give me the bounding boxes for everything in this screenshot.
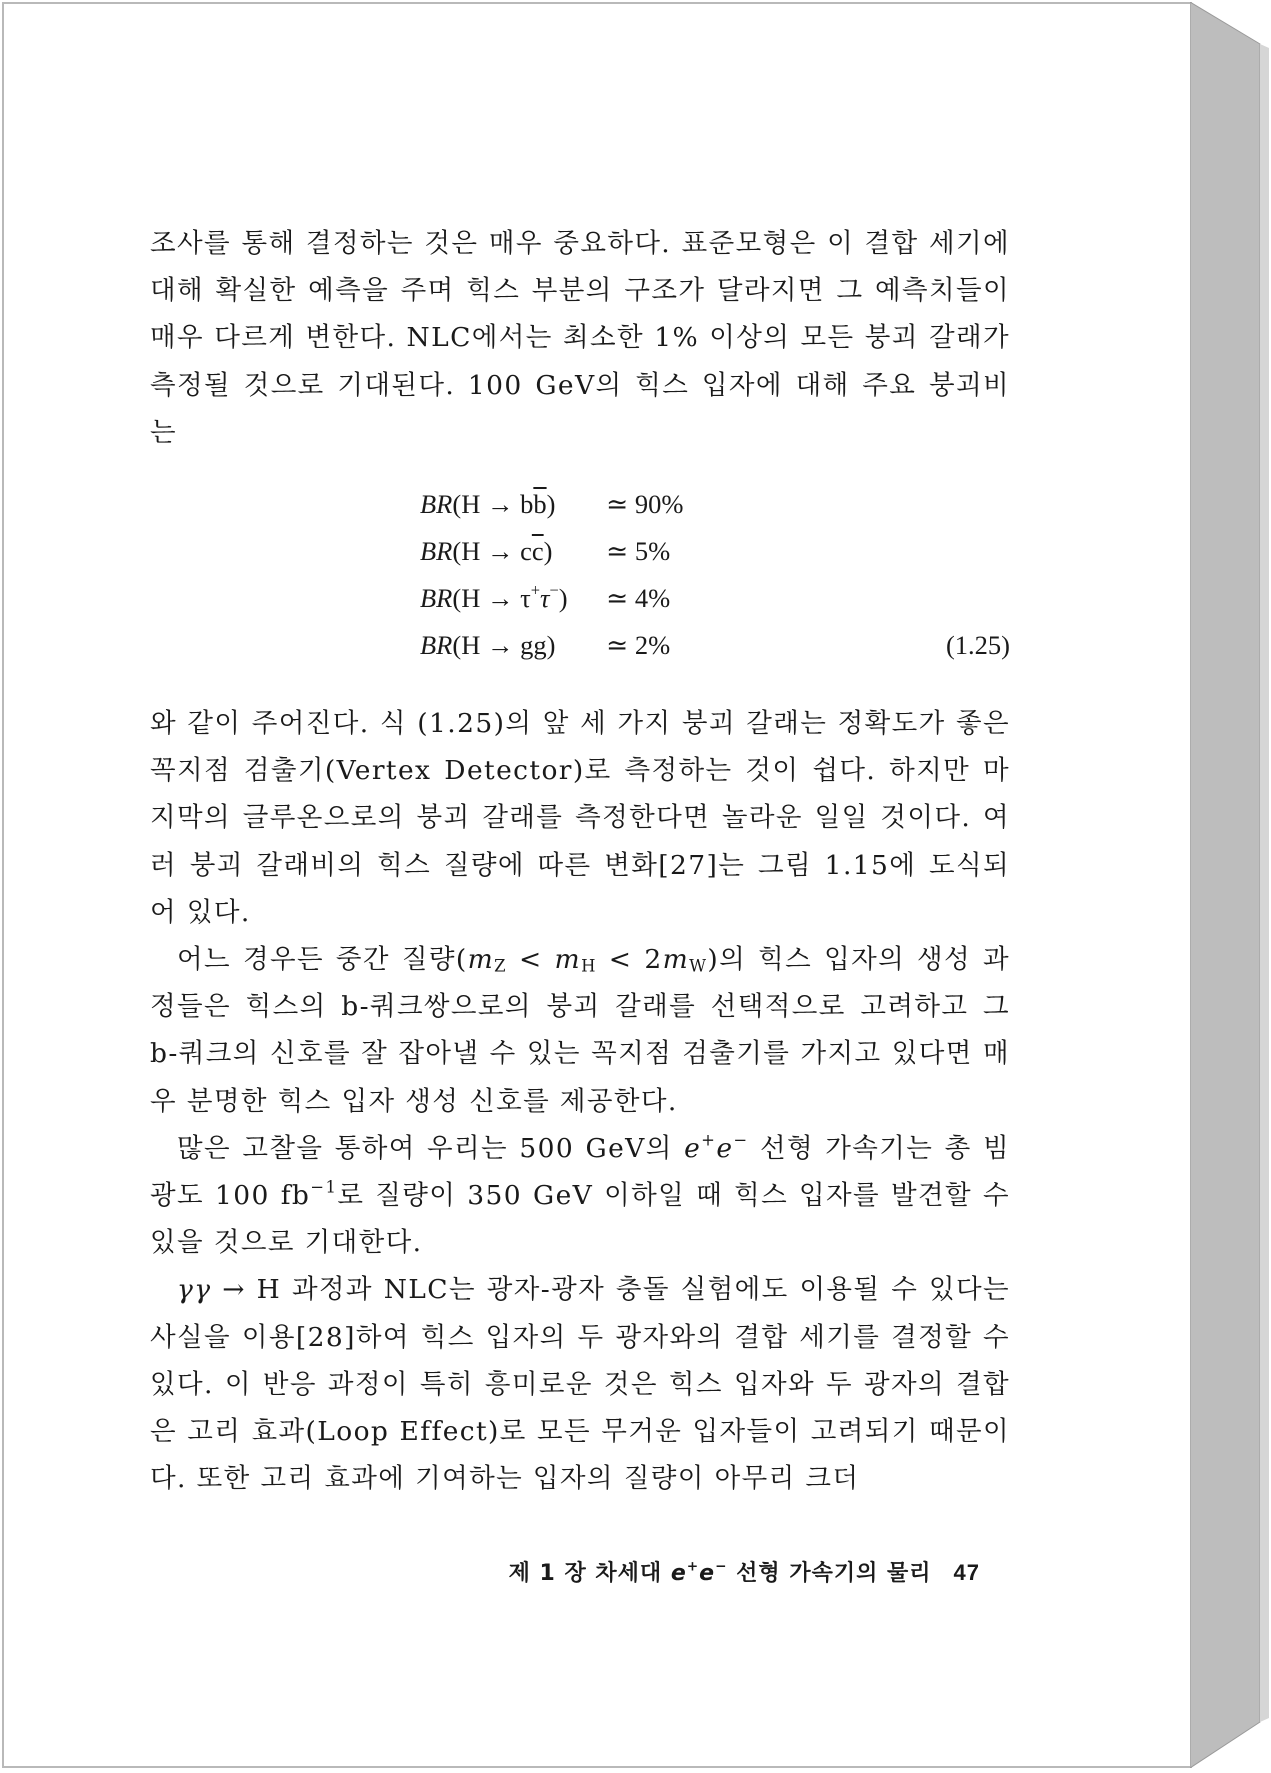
- running-header-chapter: 제 1 장 차세대 e+e− 선형 가속기의 물리: [508, 1558, 932, 1586]
- equation-block: [150, 481, 1010, 669]
- equation-value: ≃ 90%: [606, 489, 684, 519]
- page-footer: [150, 1556, 980, 1587]
- equation-value: ≃ 5%: [606, 536, 671, 566]
- equation-row: [150, 622, 1010, 669]
- paragraph-1: 와 같이 주어진다. 식 (1.25)의 앞 세 가지 붕괴 갈래는 정확도가 좋은 꼭지점 검출기(Vertex Detector)로 측정하는 것이 쉽다. 하지만 마지막의 글루온으로의 붕괴 갈래를 측정한다면 놀라운 일일 것이다. 여러 붕괴 갈래비의 힉스 질량에 따른 변화[27]는 그림 1.15에 도식되어 있다.: [150, 708, 1010, 928]
- equation-lhs: $BR(H \to c\overline{c})$: [420, 536, 553, 566]
- body-text-top: [150, 220, 1010, 456]
- paragraph-4: γγ → H 과정과 NLC는 광자-광자 충돌 실험에도 이용될 수 있다는 사실을 이용[28]하여 힉스 입자의 두 광자와의 결합 세기를 결정할 수 있다. 이 반응 과정이 특히 흥미로운 것은 힉스 입자와 두 광자의 결합은 고리 효과(Loop Effect)로 모든 무거운 입자들이 고려되기 때문이다. 또한 고리 효과에 기여하는 입자의 질량이 아무리 크더: [150, 1274, 1010, 1495]
- body-text-bottom: [150, 700, 1010, 1502]
- equation-number: (1.25): [945, 630, 1010, 660]
- equation-lhs: BR(H → τ+τ−): [420, 580, 568, 613]
- page-edge-shadow: [1190, 2, 1269, 1768]
- page-number: 47: [953, 1560, 980, 1585]
- equation-lhs: BR(H → gg): [420, 630, 556, 660]
- equation-lhs: $BR(H \to b\overline{b})$: [420, 489, 556, 519]
- paragraph-2: 어느 경우든 중간 질량$(m_Z < m_H < 2m_W)$의 힉스 입자의 생성 과정들은 힉스의 b-쿼크쌍으로의 붕괴 갈래를 선택적으로 고려하고 그 b-쿼크의 신호를 잘 잡아낼 수 있는 꼭지점 검출기를 가지고 있다면 매우 분명한 힉스 입자 생성 신호를 제공한다.: [150, 944, 1010, 1117]
- equation-row: [150, 575, 1010, 622]
- equation-value: ≃ 2%: [606, 630, 671, 660]
- equation-row: [150, 528, 1010, 575]
- paragraph-intro: 조사를 통해 결정하는 것은 매우 중요하다. 표준모형은 이 결합 세기에 대해 확실한 예측을 주며 힉스 부분의 구조가 달라지면 그 예측치들이 매우 다르게 변한다. NLC에서는 최소한 1% 이상의 모든 붕괴 갈래가 측정될 것으로 기대된다. 100 GeV의 힉스 입자에 대해 주요 붕괴비는: [150, 228, 1010, 448]
- equation-value: ≃ 4%: [606, 583, 671, 613]
- paragraph-3: 많은 고찰을 통하여 우리는 500 GeV의 e+e− 선형 가속기는 총 빔광도 100 $fb^{-1}$로 질량이 350 GeV 이하일 때 힉스 입자를 발견할 수 있을 것으로 기대한다.: [150, 1130, 1010, 1259]
- equation-row: [150, 481, 1010, 528]
